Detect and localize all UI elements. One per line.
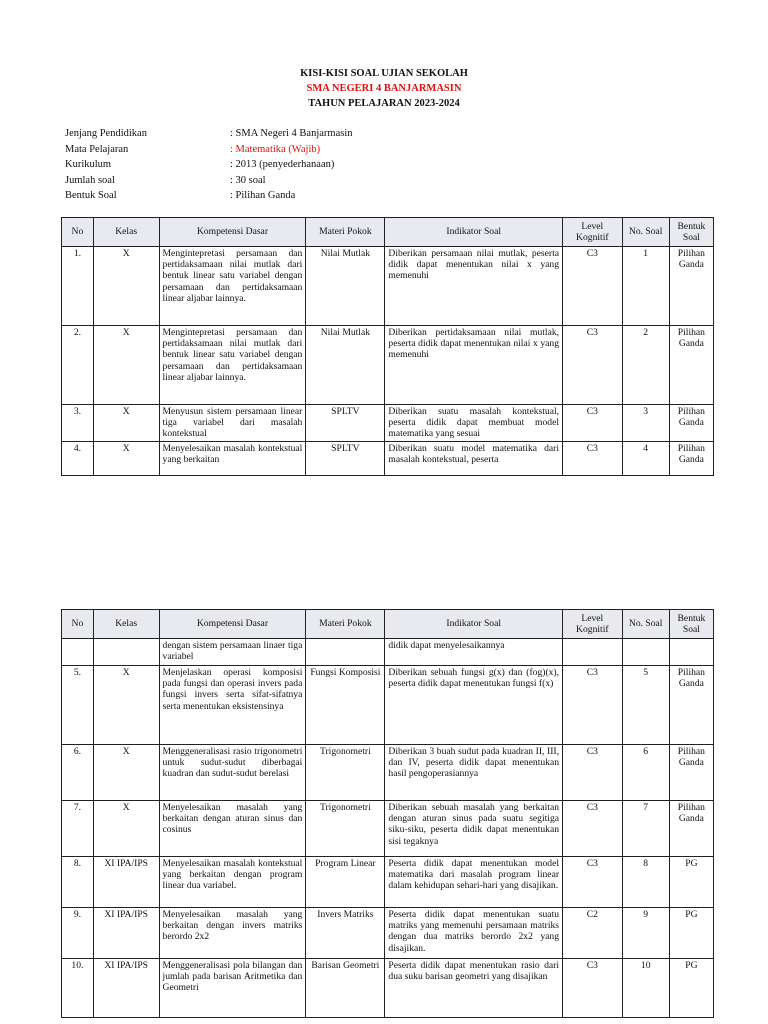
- title-academic-year: TAHUN PELAJARAN 2023-2024: [308, 98, 460, 109]
- cell-no-soal: [622, 639, 669, 666]
- cell-indikator-soal: Peserta didik dapat menentukan rasio dari dua suku barisan geometri yang disajikan: [385, 959, 563, 1018]
- cell-no-soal: 5: [622, 666, 669, 745]
- cell-indikator-soal: didik dapat menyelesaikannya: [385, 639, 563, 666]
- cell-kompetensi-dasar: Mengintepretasi persamaan dan pertidaksamaan nilai mutlak dari bentuk linear satu variabel dengan persamaan dan pertidaksamaan linear aljabar lainnya.: [159, 247, 306, 326]
- cell-level-kognitif: [563, 639, 623, 666]
- cell-indikator-soal: Diberikan 3 buah sudut pada kuadran II, III, dan IV, peserta didik dapat menentukan hasil pengoperasiannya: [385, 745, 563, 801]
- cell-materi-pokok: [306, 639, 385, 666]
- col-header-level-kognitif: Level Kognitif: [563, 610, 623, 639]
- cell-kompetensi-dasar: Menyelesaikan masalah yang berkaitan dengan aturan sinus dan cosinus: [159, 801, 306, 857]
- cell-bentuk-soal: PG: [669, 908, 713, 959]
- cell-materi-pokok: SPLTV: [306, 441, 385, 475]
- cell-no: 1.: [62, 247, 94, 326]
- cell-level-kognitif: C3: [563, 857, 623, 908]
- cell-level-kognitif: C3: [563, 405, 623, 442]
- col-header-no: No: [62, 610, 94, 639]
- col-header-bentuk-soal: Bentuk Soal: [669, 610, 713, 639]
- cell-kelas: X: [93, 441, 159, 475]
- cell-no: 6.: [62, 745, 94, 801]
- cell-no: 9.: [62, 908, 94, 959]
- cell-kelas: XI IPA/IPS: [93, 959, 159, 1018]
- cell-no: [62, 639, 94, 666]
- table-row: [62, 801, 714, 857]
- col-header-no-soal: No. Soal: [622, 218, 669, 247]
- col-header-no-soal: No. Soal: [622, 610, 669, 639]
- cell-kelas: X: [93, 326, 159, 405]
- col-header-indikator-soal: Indikator Soal: [385, 610, 563, 639]
- col-header-kompetensi-dasar: Kompetensi Dasar: [159, 610, 306, 639]
- table-row: [62, 959, 714, 1018]
- cell-materi-pokok: Barisan Geometri: [306, 959, 385, 1018]
- col-header-no: No: [62, 218, 94, 247]
- table-row: [62, 405, 714, 442]
- cell-level-kognitif: C3: [563, 666, 623, 745]
- cell-level-kognitif: C3: [563, 959, 623, 1018]
- cell-kompetensi-dasar: Menggeneralisasi rasio trigonometri untuk sudut-sudut diberbagai kuadran dan sudut-sudut berelasi: [159, 745, 306, 801]
- cell-level-kognitif: C3: [563, 801, 623, 857]
- cell-indikator-soal: Diberikan suatu model matematika dari masalah kontekstual, peserta: [385, 441, 563, 475]
- table-row: [62, 326, 714, 405]
- cell-bentuk-soal: Pilihan Ganda: [669, 441, 713, 475]
- cell-no-soal: 7: [622, 801, 669, 857]
- cell-no: 8.: [62, 857, 94, 908]
- cell-level-kognitif: C3: [563, 326, 623, 405]
- cell-no: 5.: [62, 666, 94, 745]
- cell-bentuk-soal: [669, 639, 713, 666]
- col-header-bentuk-soal: Bentuk Soal: [669, 218, 713, 247]
- cell-materi-pokok: Trigonometri: [306, 745, 385, 801]
- cell-indikator-soal: Diberikan pertidaksamaan nilai mutlak, peserta didik dapat menentukan nilai x yang memenuhi: [385, 326, 563, 405]
- cell-bentuk-soal: Pilihan Ganda: [669, 326, 713, 405]
- cell-kompetensi-dasar: Menyelesaikan masalah kontekstual yang berkaitan dengan program linear dua variabel.: [159, 857, 306, 908]
- cell-kompetensi-dasar: dengan sistem persamaan linaer tiga variabel: [159, 639, 306, 666]
- cell-bentuk-soal: PG: [669, 857, 713, 908]
- cell-kelas: X: [93, 666, 159, 745]
- cell-kompetensi-dasar: Mengintepretasi persamaan dan pertidaksamaan nilai mutlak dari bentuk linear satu variabel dengan persamaan dan pertidaksamaan linear aljabar lainnya.: [159, 326, 306, 405]
- col-header-kompetensi-dasar: Kompetensi Dasar: [159, 218, 306, 247]
- cell-no-soal: 1: [622, 247, 669, 326]
- cell-materi-pokok: Program Linear: [306, 857, 385, 908]
- meta-label: Mata Pelajaran: [65, 143, 129, 155]
- cell-kompetensi-dasar: Menyelesaikan masalah kontekstual yang berkaitan: [159, 441, 306, 475]
- cell-no-soal: 9: [622, 908, 669, 959]
- cell-bentuk-soal: Pilihan Ganda: [669, 801, 713, 857]
- col-header-level-kognitif: Level Kognitif: [563, 218, 623, 247]
- cell-materi-pokok: SPLTV: [306, 405, 385, 442]
- col-header-materi-pokok: Materi Pokok: [306, 218, 385, 247]
- cell-indikator-soal: Diberikan suatu masalah kontekstual, peserta didik dapat membuat model matematika yang sesuai: [385, 405, 563, 442]
- meta-value: : SMA Negeri 4 Banjarmasin: [230, 128, 353, 139]
- table-row: [62, 666, 714, 745]
- cell-kelas: X: [93, 405, 159, 442]
- cell-level-kognitif: C3: [563, 441, 623, 475]
- col-header-kelas: Kelas: [93, 610, 159, 639]
- cell-no-soal: 2: [622, 326, 669, 405]
- document-title: [0, 66, 768, 111]
- cell-no-soal: 6: [622, 745, 669, 801]
- cell-bentuk-soal: PG: [669, 959, 713, 1018]
- cell-no-soal: 4: [622, 441, 669, 475]
- cell-indikator-soal: Diberikan persamaan nilai mutlak, peserta didik dapat menentukan nilai x yang memenuhi: [385, 247, 563, 326]
- cell-no-soal: 10: [622, 959, 669, 1018]
- col-header-materi-pokok: Materi Pokok: [306, 610, 385, 639]
- cell-no: 7.: [62, 801, 94, 857]
- cell-kelas: XI IPA/IPS: [93, 857, 159, 908]
- table-row: [62, 441, 714, 475]
- table-row: [62, 639, 714, 666]
- cell-no: 4.: [62, 441, 94, 475]
- cell-kelas: [93, 639, 159, 666]
- meta-label: Kurikulum: [65, 159, 112, 170]
- cell-kompetensi-dasar: Menjelaskan operasi komposisi pada fungsi dan operasi invers pada fungsi invers serta sifat-sifatnya serta menentukan eksistensinya: [159, 666, 306, 745]
- cell-kompetensi-dasar: Menyusun sistem persamaan linear tiga variabel dari masalah kontekstual: [159, 405, 306, 442]
- title-line-1: KISI-KISI SOAL UJIAN SEKOLAH: [300, 68, 468, 79]
- cell-no: 3.: [62, 405, 94, 442]
- meta-value: : Pilihan Ganda: [230, 190, 296, 201]
- cell-kelas: X: [93, 247, 159, 326]
- cell-bentuk-soal: Pilihan Ganda: [669, 405, 713, 442]
- cell-kelas: X: [93, 801, 159, 857]
- cell-indikator-soal: Peserta didik dapat menentukan suatu matriks yang memenuhi persamaan matriks dengan dua matriks berordo 2x2 yang disajikan.: [385, 908, 563, 959]
- table-row: [62, 745, 714, 801]
- title-school-name: SMA NEGERI 4 BANJARMASIN: [306, 83, 462, 94]
- cell-no: 10.: [62, 959, 94, 1018]
- meta-label: Jumlah soal: [65, 174, 115, 186]
- cell-indikator-soal: Diberikan sebuah masalah yang berkaitan dengan aturan sinus pada suatu segitiga siku-siku, peserta didik dapat menentukan sisi tegaknya: [385, 801, 563, 857]
- cell-materi-pokok: Fungsi Komposisi: [306, 666, 385, 745]
- cell-indikator-soal: Diberikan sebuah fungsi g(x) dan (fog)(x), peserta didik dapat menentukan fungsi f(x): [385, 666, 563, 745]
- table-header-row: [62, 610, 714, 639]
- meta-value: : 30 soal: [230, 174, 266, 186]
- col-header-indikator-soal: Indikator Soal: [385, 218, 563, 247]
- table-row: [62, 857, 714, 908]
- col-header-kelas: Kelas: [93, 218, 159, 247]
- cell-kompetensi-dasar: Menggeneralisasi pola bilangan dan jumlah pada barisan Aritmetika dan Geometri: [159, 959, 306, 1018]
- cell-level-kognitif: C3: [563, 745, 623, 801]
- cell-materi-pokok: Trigonometri: [306, 801, 385, 857]
- cell-materi-pokok: Nilai Mutlak: [306, 247, 385, 326]
- kisi-kisi-table-page-1: [61, 217, 714, 476]
- cell-bentuk-soal: Pilihan Ganda: [669, 745, 713, 801]
- cell-materi-pokok: Invers Matriks: [306, 908, 385, 959]
- cell-kelas: XI IPA/IPS: [93, 908, 159, 959]
- table-header-row: [62, 218, 714, 247]
- meta-label: Bentuk Soal: [65, 190, 117, 201]
- cell-level-kognitif: C2: [563, 908, 623, 959]
- cell-level-kognitif: C3: [563, 247, 623, 326]
- cell-bentuk-soal: Pilihan Ganda: [669, 247, 713, 326]
- cell-indikator-soal: Peserta didik dapat menentukan model matematika dari masalah program linear dalam kehidupan sehari-hari yang disajikan.: [385, 857, 563, 908]
- table-row: [62, 247, 714, 326]
- cell-no-soal: 3: [622, 405, 669, 442]
- cell-kelas: X: [93, 745, 159, 801]
- kisi-kisi-table-page-2: [61, 609, 714, 1018]
- meta-label: Jenjang Pendidikan: [65, 128, 147, 139]
- cell-materi-pokok: Nilai Mutlak: [306, 326, 385, 405]
- cell-kompetensi-dasar: Menyelesaikan masalah yang berkaitan dengan invers matriks berordo 2x2: [159, 908, 306, 959]
- meta-value: : 2013 (penyederhanaan): [230, 159, 335, 170]
- cell-no: 2.: [62, 326, 94, 405]
- cell-no-soal: 8: [622, 857, 669, 908]
- cell-bentuk-soal: Pilihan Ganda: [669, 666, 713, 745]
- table-row: [62, 908, 714, 959]
- meta-value: : Matematika (Wajib): [230, 143, 321, 155]
